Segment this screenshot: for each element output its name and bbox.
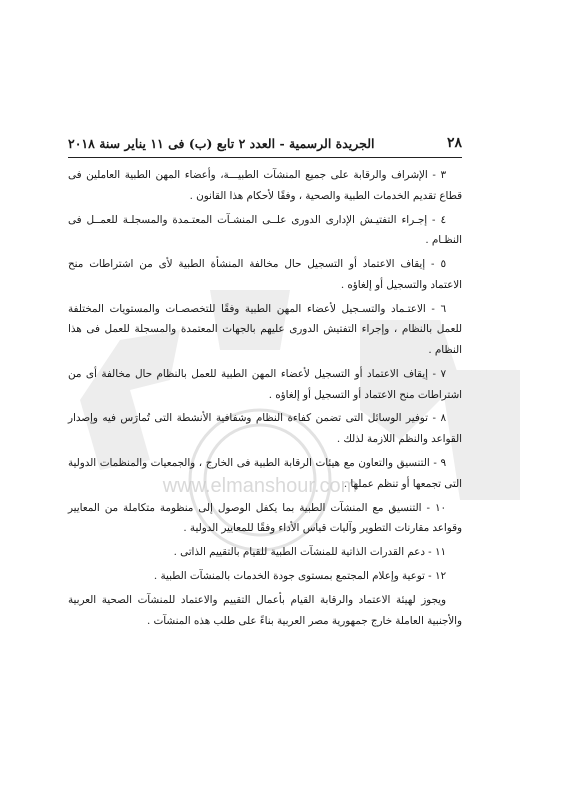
paragraph-item-10: ١٠ - التنسيق مع المنشآت الطبية بما يكفل الوصول إلى منظومة متكاملة من المعايير وقواعد مقارنات التطوير وآليات قياس الأداء وفقًا للمعايير الدولية .	[68, 501, 462, 535]
header-rule	[68, 157, 462, 158]
paragraph-item-11: ١١ - دعم القدرات الذاتية للمنشآت الطبية للقيام بالتقييم الذاتى .	[173, 546, 446, 559]
document-body	[68, 165, 462, 635]
paragraph-item-8: ٨ - توفير الوسائل التى تضمن كفاءة النظام وشفافية الأنشطة التى تُمارَس فيه وإصدار القواعد والنظم اللازمة لذلك .	[68, 412, 462, 446]
header-title: الجريدة الرسمية - العدد ٢ تابع (ب) فى ١١ يناير سنة ٢٠١٨	[68, 135, 375, 151]
watermark-text: www.elmanshour.com	[162, 475, 358, 497]
paragraph-item-5: ٥ - إيقاف الاعتماد أو التسجيل حال مخالفة المنشأة الطبية لأى من اشتراطات منح الاعتماد والتسجيل أو إلغاؤه .	[68, 258, 462, 291]
paragraph-item-9: ٩ - التنسيق والتعاون مع هيئات الرقابة الطبية فى الخارج ، والجمعيات والمنظمات الدولية التى تجمعها أو تنظم عملها .	[68, 457, 462, 490]
page-number: ٢٨	[446, 135, 462, 151]
paragraph-item-3: ٣ - الإشراف والرقابة على جميع المنشآت الطبيـــة، وأعضاء المهن الطبية العاملين فى قطاع تقديم الخدمات الطبية والصحية ، وفقًا لأحكام هذا القانون .	[68, 169, 462, 202]
closing-paragraph: ويجوز لهيئة الاعتماد والرقابة القيام بأعمال التقييم والاعتماد للمنشآت الصحية العربية والأجنبية العاملة خارج جمهورية مصر العربية بناءً على طلب هذه المنشآت .	[68, 594, 462, 627]
paragraph-item-6: ٦ - الاعتـماد والتسـجيل لأعضاء المهن الطبية وفقًا للتخصصـات والمستويات المختلفة للعمل بالنظام ، وإجراء التفتيش الدورى عليهم بالجهات المعتمدة والمسجلة للعمل فى هذا النظام .	[68, 302, 462, 356]
page-header	[68, 132, 462, 154]
paragraph-item-4: ٤ - إجـراء التفتيـش الإدارى الدورى علــى المنشـآت المعتـمدة والمسجلـة للعمــل فى النظـام .	[68, 213, 462, 247]
paragraph-item-12: ١٢ - توعية وإعلام المجتمع بمستوى جودة الخدمات بالمنشآت الطبية .	[153, 570, 446, 583]
paragraph-item-7: ٧ - إيقاف الاعتماد أو التسجيل لأعضاء المهن الطبية للعمل بالنظام حال مخالفة أى من اشتراطات منح الاعتماد أو التسجيل أو إلغاؤه .	[68, 367, 462, 401]
